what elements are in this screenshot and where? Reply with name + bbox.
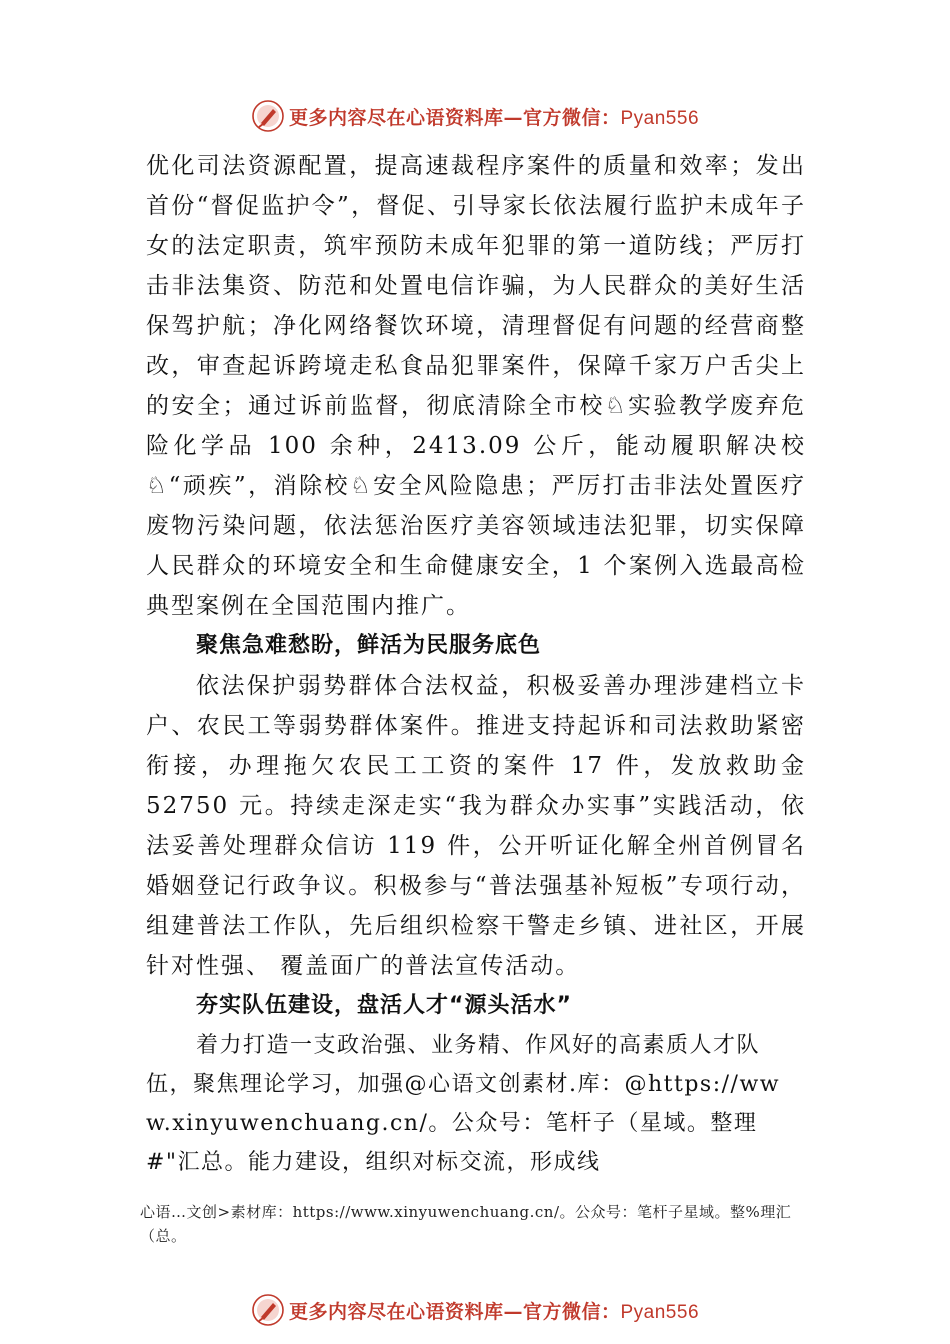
banner-wechat-label: 官方微信：: [522, 1300, 621, 1323]
banner-title: 更多内容尽在心语资料库: [288, 1300, 504, 1323]
paragraph-1: 优化司法资源配置，提高速裁程序案件的质量和效率；发出首份“督促监护令”，督促、引导家长依法履行监护未成年子女的法定职责，筑牢预防未成年犯罪的第一道防线；严厉打击非法集资、防范和处置电信诈骗，为人民群众的美好生活保驾护航；净化网络餐饮环境，清理督促有问题的经营商整改，审查起诉跨境走私食品犯罪案件，保障千家万户舌尖上的安全；通过诉前监督，彻底清除全市校♘实验教学废弃危险化学品 100 余种，2413.09 公斤，能动履职解决校♘“顽疾”，消除校♘安全风险隐患；严厉打击非法处置医疗废物污染问题，依法惩治医疗美容领域违法犯罪，切实保障人民群众的环境安全和生命健康安全，1 个案例入选最高检典型案例在全国范围内推广。: [146, 153, 806, 619]
xinyu-logo-icon: [251, 99, 285, 133]
banner-title: 更多内容尽在心语资料库: [288, 106, 504, 129]
banner-separator: —: [503, 1300, 523, 1323]
section-heading-1: 聚焦急难愁盼，鲜活为民服务底色: [196, 633, 542, 658]
paragraph-2: 依法保护弱势群体合法权益，积极妥善办理涉建档立卡户、农民工等弱势群体案件。推进支持起诉和司法救助紧密衔接，办理拖欠农民工工资的案件 17 件，发放救助金 52750 元。持续走深走实“我为群众办实事”实践活动，依法妥善处理群众信访 119 件，公开听证化解全州首例冒名婚姻登记行政争议。积极参与“普法强基补短板”专项行动，组建普法工作队，先后组织检察干警走乡镇、进社区，开展针对性强、 覆盖面广的普法宣传活动。: [146, 673, 806, 979]
paragraph-3: 着力打造一支政治强、业务精、作风好的高素质人才队伍，聚焦理论学习，加强@心语文创素材.库：@https://www.xinyuwenchuang.cn/。公众号：笔杆子（星域。整理#"汇总。能力建设，组织对标交流，形成线: [146, 1033, 781, 1175]
banner-wechat-label: 官方微信：: [522, 106, 621, 129]
xinyu-logo-icon: [251, 1293, 285, 1327]
banner-separator: —: [503, 106, 523, 129]
section-heading-2: 夯实队伍建设，盘活人才“源头活水”: [196, 993, 572, 1018]
banner-text: [289, 1297, 699, 1324]
banner-handle: Pyan556: [620, 1301, 700, 1323]
banner-text: [289, 103, 699, 130]
header-banner: [0, 96, 950, 136]
banner-handle: Pyan556: [620, 107, 700, 129]
footnote: 心语…文创>素材库：https://www.xinyuwenchuang.cn/。公众号：笔杆子星域。整%理汇（总。: [140, 1203, 792, 1245]
footer-banner: [0, 1290, 950, 1330]
document-body: [146, 146, 806, 1182]
